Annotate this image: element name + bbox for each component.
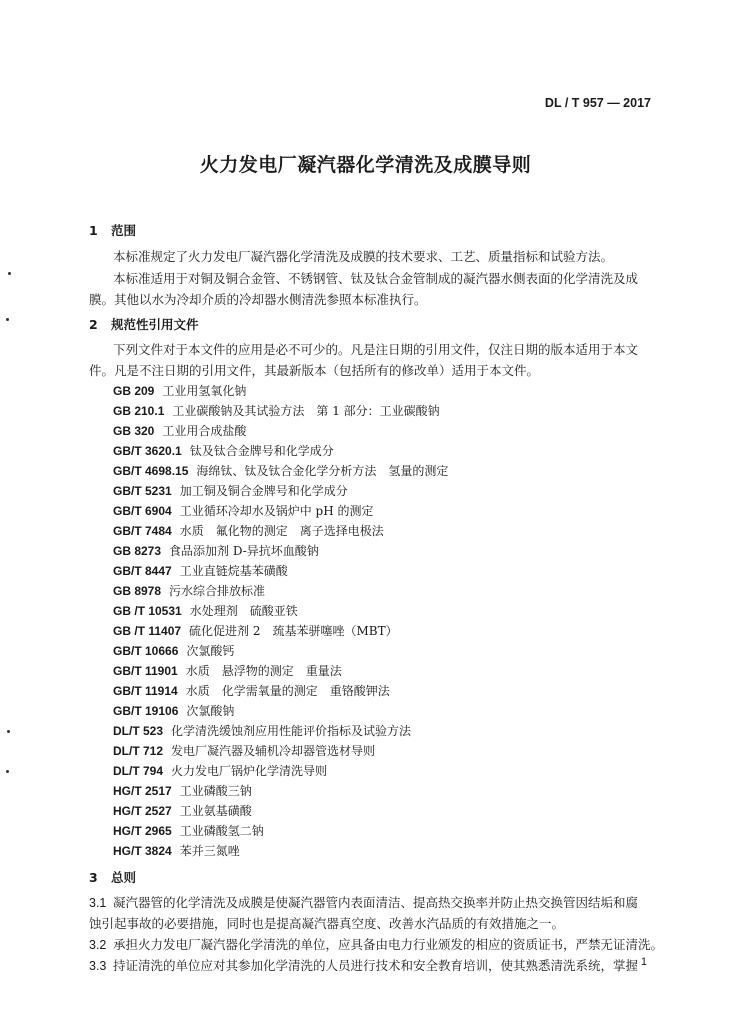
- reference-name: 硫化促进剂 2 巯基苯骈噻唑（MBT）: [189, 624, 398, 638]
- page-number: 1: [640, 956, 647, 968]
- reference-item: [113, 822, 264, 839]
- reference-name: 工业循环冷却水及锅炉中 pH 的测定: [179, 504, 374, 518]
- standard-code: DL / T 957 — 2017: [544, 96, 651, 110]
- paragraph-line: 本标准适用于对铜及铜合金管、不锈钢管、钛及钛合金管制成的凝汽器水侧表面的化学清洗及成: [113, 271, 639, 286]
- reference-item: [113, 382, 246, 399]
- clause-text: 持证清洗的单位应对其参加化学清洗的人员进行技术和安全教育培训，使其熟悉清洗系统，掌握: [113, 958, 639, 973]
- reference-code: HG/T 2527: [113, 804, 172, 818]
- reference-code: GB 8978: [113, 584, 162, 598]
- reference-item: [113, 802, 252, 819]
- clause-number: 3.3: [89, 959, 107, 973]
- reference-name: 水质 氟化物的测定 离子选择电极法: [179, 524, 384, 538]
- reference-code: HG/T 2517: [113, 784, 172, 798]
- clause-line: [89, 956, 638, 974]
- reference-code: GB/T 5231: [113, 484, 172, 498]
- reference-item: [113, 422, 246, 439]
- reference-name: 火力发电厂锅炉化学清洗导则: [171, 764, 328, 778]
- section-number: 3: [89, 870, 98, 885]
- reference-code: GB/T 3620.1: [113, 444, 182, 458]
- reference-name: 次氯酸钙: [186, 644, 235, 658]
- reference-item: [113, 742, 375, 759]
- reference-name: 加工铜及铜合金牌号和化学成分: [179, 484, 348, 498]
- paragraph-line: 膜。其他以水为冷却介质的冷却器水侧清洗参照本标准执行。: [89, 292, 427, 307]
- section-2-heading: [89, 315, 199, 333]
- reference-item: [113, 682, 390, 699]
- reference-code: DL/T 712: [113, 744, 164, 758]
- reference-name: 钛及钛合金牌号和化学成分: [189, 444, 334, 458]
- scan-speck: [7, 730, 10, 733]
- reference-item: [113, 602, 298, 619]
- reference-item: [113, 642, 234, 659]
- reference-item: [113, 702, 234, 719]
- section-title: 总则: [111, 870, 137, 885]
- reference-item: [113, 562, 288, 579]
- reference-name: 工业碳酸钠及其试验方法 第 1 部分：工业碳酸钠: [172, 404, 440, 418]
- scan-speck: [8, 272, 11, 275]
- clause-text: 凝汽器管的化学清洗及成膜是使凝汽器管内表面清洁、提高热交换率并防止热交换管因结垢和腐: [113, 895, 639, 910]
- reference-name: 海绵钛、钛及钛合金化学分析方法 氢量的测定: [196, 464, 449, 478]
- clause-line: [89, 935, 663, 953]
- clause-number: 3.1: [89, 896, 107, 910]
- section-number: 1: [89, 223, 98, 238]
- reference-item: [113, 462, 448, 479]
- reference-item: [113, 722, 411, 739]
- reference-code: GB 210.1: [113, 404, 165, 418]
- reference-item: [113, 542, 319, 559]
- section-title: 范围: [111, 223, 137, 238]
- reference-name: 水质 化学需氧量的测定 重铬酸钾法: [185, 684, 390, 698]
- clause-line: [89, 893, 638, 911]
- reference-name: 工业氨基磺酸: [179, 804, 252, 818]
- reference-name: 发电厂凝汽器及辅机冷却器管选材导则: [171, 744, 376, 758]
- reference-item: [113, 762, 327, 779]
- reference-code: GB/T 10666: [113, 644, 179, 658]
- paragraph-line: 本标准规定了火力发电厂凝汽器化学清洗及成膜的技术要求、工艺、质量指标和试验方法。: [113, 249, 614, 264]
- reference-code: DL/T 794: [113, 764, 164, 778]
- reference-code: GB 320: [113, 424, 155, 438]
- reference-item: [113, 582, 265, 599]
- reference-name: 工业用合成盐酸: [162, 424, 247, 438]
- section-3-heading: [89, 868, 136, 886]
- reference-name: 工业用氢氧化钠: [162, 384, 247, 398]
- clause-text: 承担火力发电厂凝汽器化学清洗的单位，应具备由电力行业颁发的相应的资质证书，严禁无证清洗。: [113, 937, 664, 952]
- paragraph-line: 下列文件对于本文件的应用是必不可少的。凡是注日期的引用文件，仅注日期的版本适用于本文: [113, 342, 639, 357]
- section-title: 规范性引用文件: [111, 317, 199, 332]
- reference-code: GB/T 4698.15: [113, 464, 189, 478]
- scan-speck: [6, 770, 9, 773]
- reference-code: GB 209: [113, 384, 155, 398]
- reference-code: GB /T 10531: [113, 604, 182, 618]
- reference-code: GB/T 6904: [113, 504, 172, 518]
- reference-code: GB/T 8447: [113, 564, 172, 578]
- reference-code: GB/T 11901: [113, 664, 178, 678]
- reference-code: GB/T 11914: [113, 684, 178, 698]
- reference-code: GB /T 11407: [113, 624, 182, 638]
- reference-name: 次氯酸钠: [186, 704, 235, 718]
- reference-item: [113, 842, 240, 859]
- paragraph-line: 件。凡是不注日期的引用文件，其最新版本（包括所有的修改单）适用于本文件。: [89, 363, 540, 378]
- reference-item: [113, 502, 373, 519]
- reference-item: [113, 482, 348, 499]
- document-title: 火力发电厂凝汽器化学清洗及成膜导则: [199, 154, 532, 176]
- reference-item: [113, 522, 384, 539]
- reference-name: 苯并三氮唑: [179, 844, 240, 858]
- reference-name: 工业磷酸三钠: [179, 784, 252, 798]
- section-number: 2: [89, 317, 98, 332]
- reference-name: 污水综合排放标准: [169, 584, 266, 598]
- section-1-heading: [89, 221, 136, 239]
- reference-item: [113, 402, 440, 419]
- reference-code: DL/T 523: [113, 724, 164, 738]
- reference-code: GB/T 7484: [113, 524, 172, 538]
- reference-name: 食品添加剂 D-异抗坏血酸钠: [169, 544, 319, 558]
- reference-code: GB/T 19106: [113, 704, 179, 718]
- reference-name: 水处理剂 硫酸亚铁: [189, 604, 298, 618]
- reference-item: [113, 662, 342, 679]
- reference-name: 工业磷酸氢二钠: [179, 824, 264, 838]
- reference-code: HG/T 2965: [113, 824, 172, 838]
- clause-line: 蚀引起事故的必要措施，同时也是提高凝汽器真空度、改善水汽品质的有效措施之一。: [89, 916, 565, 931]
- reference-name: 水质 悬浮物的测定 重量法: [185, 664, 342, 678]
- reference-item: [113, 622, 398, 639]
- scan-speck: [6, 318, 9, 321]
- reference-name: 化学清洗缓蚀剂应用性能评价指标及试验方法: [171, 724, 412, 738]
- reference-item: [113, 782, 252, 799]
- reference-code: GB 8273: [113, 544, 162, 558]
- reference-code: HG/T 3824: [113, 844, 172, 858]
- reference-item: [113, 442, 334, 459]
- reference-name: 工业直链烷基苯磺酸: [179, 564, 288, 578]
- clause-number: 3.2: [89, 938, 107, 952]
